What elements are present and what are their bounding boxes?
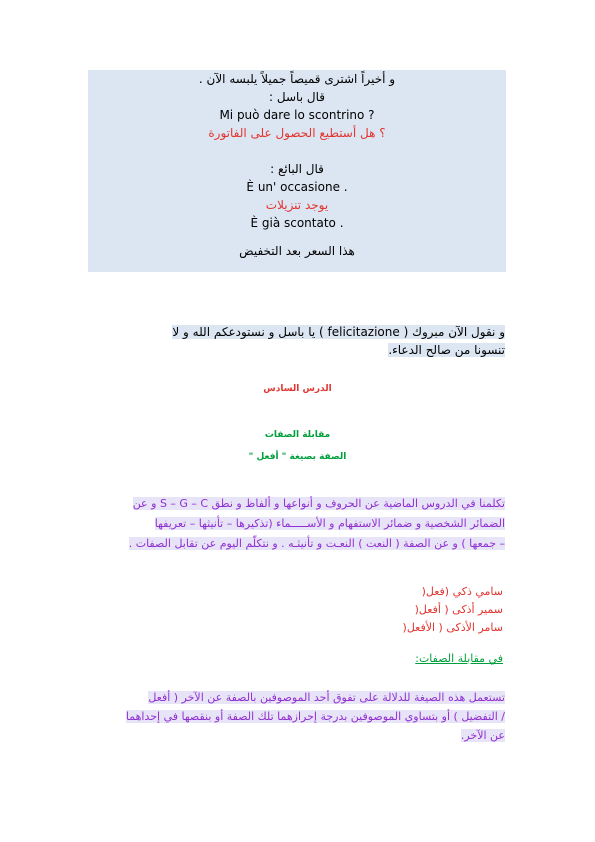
dialogue-line: È un' occasione . [246, 180, 348, 194]
intro-paragraph [85, 494, 505, 554]
comparison-title: مقابلة الصفات [264, 430, 331, 440]
dialogue-line: Mi può dare lo scontrino ? [219, 108, 375, 122]
dialogue-line: هذا السعر بعد التخفيض [239, 244, 355, 258]
examples-list [403, 583, 503, 637]
intro-line: الضمائر الشخصية و ضمائر الاستفهام و الأســـــماء (تذكيرها – تأنيثها – تعريفها [154, 517, 505, 530]
dialogue-spacer [88, 232, 506, 242]
farewell-line: تنسونا من صالح الدعاء. [388, 343, 505, 357]
intro-line: تكلمنا في الدروس الماضية عن الحروف و أنواعها و ألفاظ و نطق S – G – C و عن [132, 497, 505, 510]
example-item: سامي ذكي (فعل( [421, 585, 503, 598]
dialogue-line: : قال باسل [269, 90, 325, 104]
dialogue-line: . و أخيراً اشترى قميصاً جميلاً يلبسه الآن [198, 72, 396, 86]
example-item: سمير أذكى ( أفعل( [414, 603, 503, 616]
farewell-line: و نقول الآن مبروك ( felicitazione ) يا باسل و نستودعكم الله و لا [172, 325, 505, 339]
intro-line: – جمعها ) و عن الصفة ( النعت ) النعـت و تأنيثـه . و نتكلّم اليوم عن تقابل الصفات . [128, 537, 505, 550]
dialogue-spacer [88, 142, 506, 160]
dialogue-line: È già scontato . [250, 216, 344, 230]
usage-paragraph [85, 688, 505, 745]
dialogue-translation: ؟ هل أستطيع الحصول على الفاتورة [208, 126, 386, 140]
dialogue-line: : قال البائع [270, 162, 324, 176]
formula-title: " الصفة بصيغة " أفعل [248, 452, 347, 462]
comparison-heading: في مقابلة الصفات: [415, 652, 503, 665]
dialogue-box [88, 70, 506, 272]
dialogue-translation: يوجد تنزيلات [265, 198, 329, 212]
usage-line: عن الآخر. [460, 729, 505, 742]
usage-line: تستعمل هذه الصيغة للدلالة على تفوق أحد الموصوفين بالصفة عن الآخر ( أفعل [148, 691, 505, 704]
farewell-paragraph [85, 323, 505, 359]
example-item: سامر الأذكى ( الأفعل( [402, 621, 503, 634]
lesson-title: الدرس السادس [263, 384, 332, 394]
usage-line: / التفضيل ) أو بتساوي الموصوفين بدرجة إحرازهما تلك الصفة أو بنقصها في إحداهما [125, 710, 505, 723]
